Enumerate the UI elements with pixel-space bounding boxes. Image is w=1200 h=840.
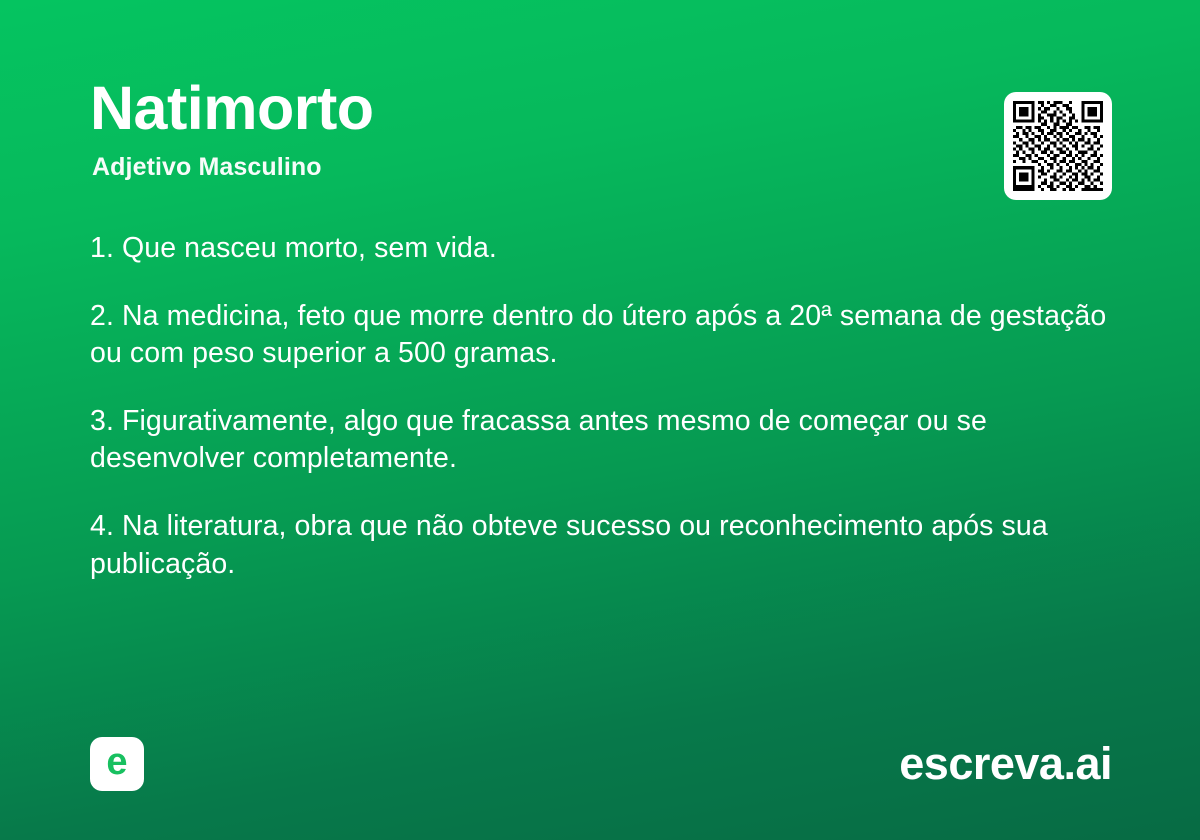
qr-code-graphic — [1013, 101, 1103, 191]
brand-name: escreva.ai — [899, 738, 1112, 789]
definition-item: 2. Na medicina, feto que morre dentro do útero após a 20ª semana de gestação ou com peso superior a 500 gramas. — [90, 299, 1107, 370]
definitions-list — [90, 230, 1112, 583]
definition-item: 3. Figurativamente, algo que fracassa antes mesmo de começar ou se desenvolver completamente. — [90, 404, 987, 475]
page-title: Natimorto — [90, 74, 374, 142]
logo-letter: e — [106, 741, 128, 783]
definition-item: 1. Que nasceu morto, sem vida. — [90, 232, 497, 264]
escreva-logo-icon — [90, 737, 144, 791]
card-header — [90, 74, 1112, 182]
qr-code-icon[interactable] — [1004, 92, 1112, 200]
definition-item: 4. Na literatura, obra que não obteve sucesso ou reconhecimento após sua publicação. — [90, 510, 1048, 580]
word-class-label: Adjetivo Masculino — [92, 153, 322, 181]
card-footer — [90, 736, 1112, 792]
